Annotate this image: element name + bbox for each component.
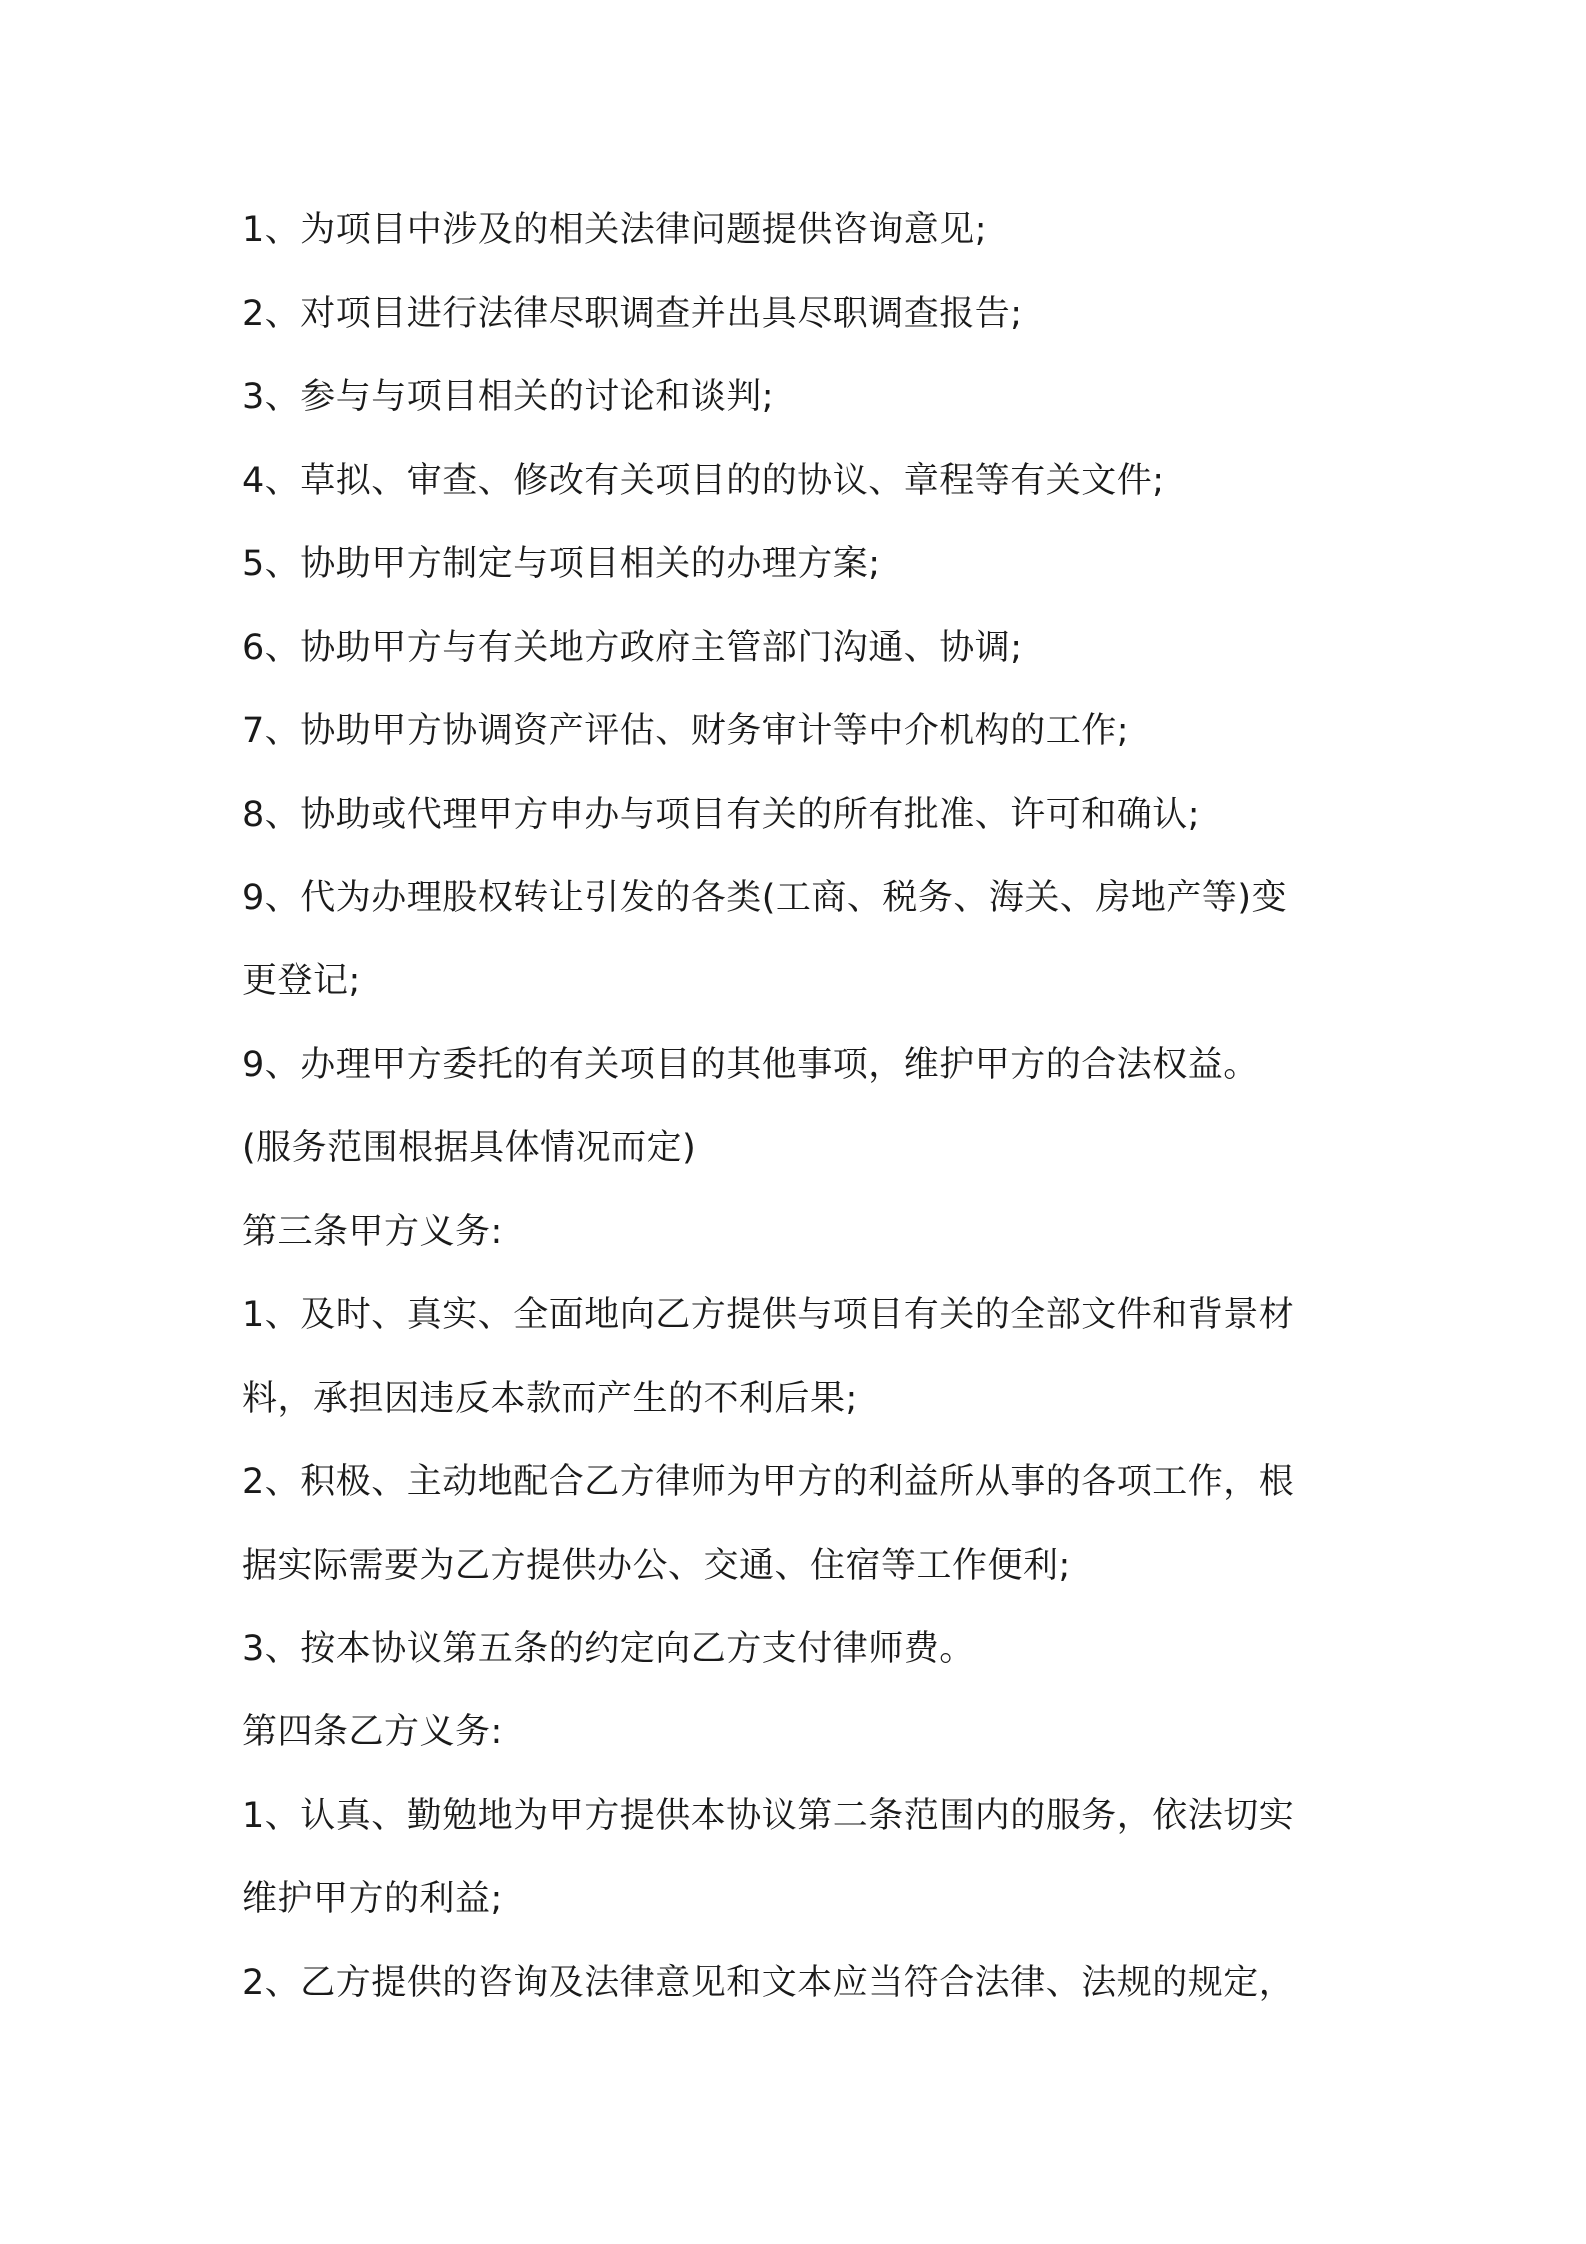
text-line: 6、协助甲方与有关地方政府主管部门沟通、协调;: [242, 628, 1023, 668]
text-line: 3、按本协议第五条的约定向乙方支付律师费。: [242, 1629, 975, 1669]
text-line: 5、协助甲方制定与项目相关的办理方案;: [242, 544, 881, 584]
text-line: 1、认真、勤勉地为甲方提供本协议第二条范围内的服务，依法切实: [242, 1796, 1295, 1836]
text-line: 3、参与与项目相关的讨论和谈判;: [242, 377, 775, 417]
text-line: 2、对项目进行法律尽职调查并出具尽职调查报告;: [242, 294, 1023, 334]
text-line: 7、协助甲方协调资产评估、财务审计等中介机构的工作;: [242, 711, 1130, 751]
section-heading: 第三条甲方义务:: [242, 1212, 503, 1252]
text-line: 据实际需要为乙方提供办公、交通、住宿等工作便利;: [242, 1546, 1071, 1586]
text-line: 9、代为办理股权转让引发的各类(工商、税务、海关、房地产等)变: [242, 878, 1288, 918]
text-line: 4、草拟、审查、修改有关项目的的协议、章程等有关文件;: [242, 461, 1165, 501]
text-line: 料，承担因违反本款而产生的不利后果;: [242, 1379, 858, 1419]
text-line: 8、协助或代理甲方申办与项目有关的所有批准、许可和确认;: [242, 795, 1201, 835]
text-line: 更登记;: [242, 961, 361, 1001]
text-line: 2、乙方提供的咨询及法律意见和文本应当符合法律、法规的规定，: [242, 1963, 1295, 2003]
text-line: 2、积极、主动地配合乙方律师为甲方的利益所从事的各项工作，根: [242, 1462, 1295, 1502]
text-line: 1、及时、真实、全面地向乙方提供与项目有关的全部文件和背景材: [242, 1295, 1295, 1335]
text-line: 维护甲方的利益;: [242, 1879, 503, 1919]
text-line: 1、为项目中涉及的相关法律问题提供咨询意见;: [242, 210, 988, 250]
section-heading: 第四条乙方义务:: [242, 1712, 503, 1752]
text-line: (服务范围根据具体情况而定): [242, 1128, 697, 1168]
text-line: 9、办理甲方委托的有关项目的其他事项，维护甲方的合法权益。: [242, 1045, 1259, 1085]
